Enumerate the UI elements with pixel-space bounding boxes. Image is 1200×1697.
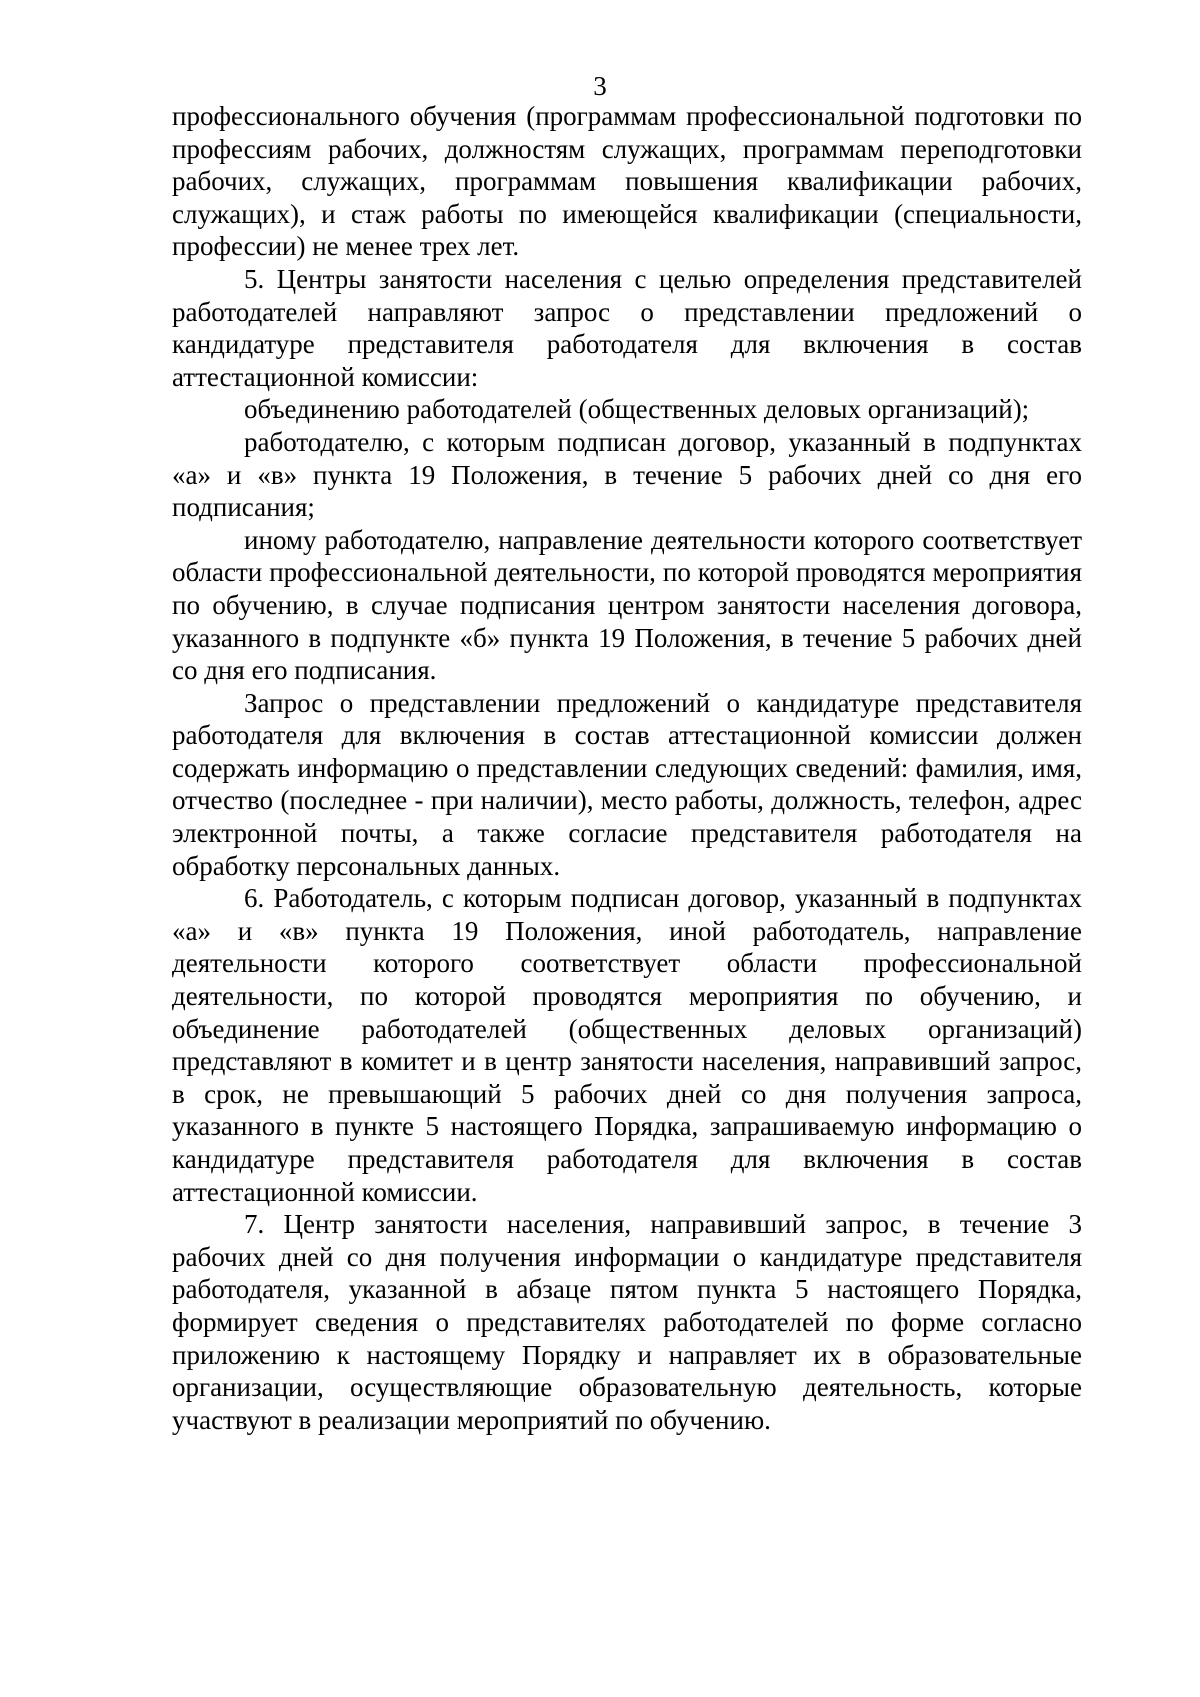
page-number: 3 <box>593 71 607 101</box>
paragraph-recipient-other-employer: иному работодателю, направление деятельности которого соответствует области профессиональной деятельности, по которой проводятся мероприятия по обучению, в случае подписания центром занятости населения договора, указанного в подпункте «б» пункта 19 Положения, в течение 5 рабочих дней со дня его подписания. <box>172 524 1082 686</box>
paragraph-item-6: 6. Работодатель, с которым подписан договор, указанный в подпунктах «а» и «в» пункта 19 Положения, иной работодатель, направление деятельности которого соответствует области профессиональной деятельности, по которой проводятся мероприятия по обучению, и объединение работодателей (общественных деловых организаций) представляют в комитет и в центр занятости населения, направивший запрос, в срок, не превышающий 5 рабочих дней со дня получения запроса, указанного в пункте 5 настоящего Порядка, запрашиваемую информацию о кандидатуре представителя работодателя для включения в состав аттестационной комиссии. <box>172 883 1082 1207</box>
paragraph-item-7: 7. Центр занятости населения, направивший запрос, в течение 3 рабочих дней со дня получения информации о кандидатуре представителя работодателя, указанной в абзаце пятом пункта 5 настоящего Порядка, формирует сведения о представителях работодателей по форме согласно приложению к настоящему Порядку и направляет их в образовательные организации, осуществляющие образовательную деятельность, которые участвуют в реализации мероприятий по обучению. <box>172 1209 1082 1435</box>
paragraph-request-contents: Запрос о представлении предложений о кандидатуре представителя работодателя для включения в состав аттестационной комиссии должен содержать информацию о представлении следующих сведений: фамилия, имя, отчество (последнее - при наличии), место работы, должность, телефон, адрес электронной почты, а также согласие представителя работодателя на обработку персональных данных. <box>172 687 1082 881</box>
paragraph-recipient-employer-contract: работодателю, с которым подписан договор, указанный в подпунктах «а» и «в» пункта 19 Положения, в течение 5 рабочих дней со дня его подписания; <box>172 426 1082 523</box>
paragraph-item-5: 5. Центры занятости населения с целью определения представителей работодателей направляют запрос о представлении предложений о кандидатуре представителя работодателя для включения в состав аттестационной комиссии: <box>172 263 1082 392</box>
document-body <box>172 100 1082 1436</box>
paragraph-recipient-employers-association: объединению работодателей (общественных деловых организаций); <box>244 394 1030 425</box>
paragraph-continuation: профессионального обучения (программам профессиональной подготовки по профессиям рабочих, должностям служащих, программам переподготовки рабочих, служащих, программам повышения квалификации рабочих, служащих), и стаж работы по имеющейся квалификации (специальности, профессии) не менее трех лет. <box>172 101 1082 262</box>
